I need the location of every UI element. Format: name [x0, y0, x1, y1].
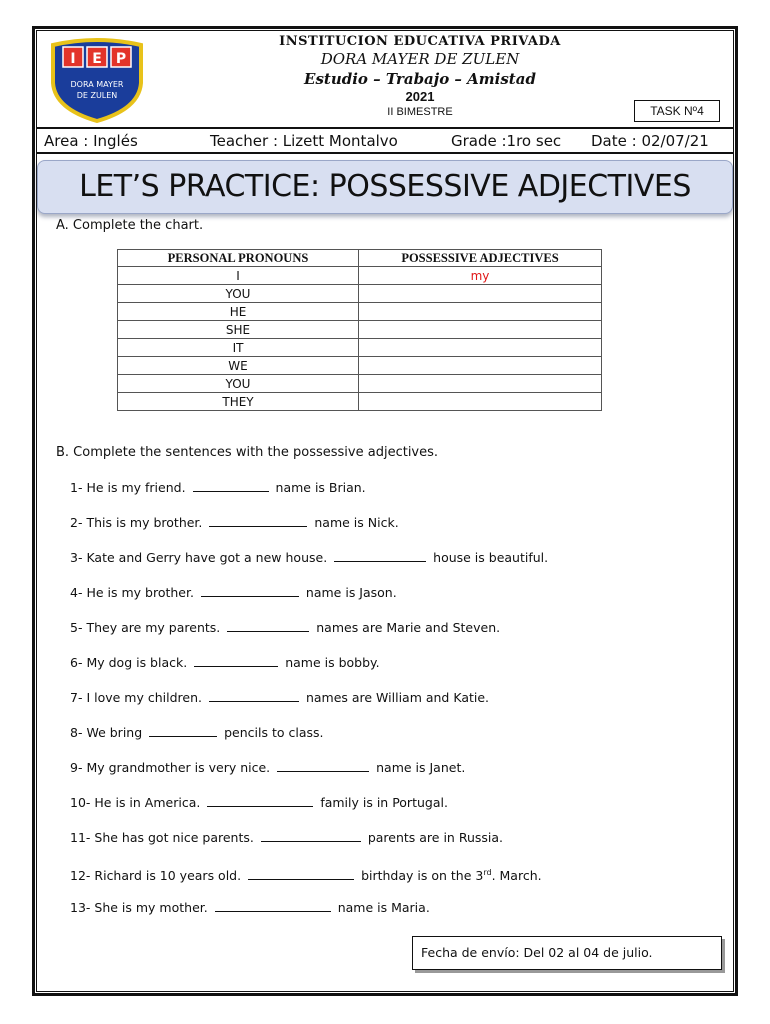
- sentence-number: 1-: [70, 480, 83, 495]
- area-label: Area : Inglés: [44, 132, 138, 150]
- sentence-end: name is Maria.: [337, 900, 430, 915]
- adjective-answer-cell[interactable]: [359, 339, 602, 357]
- chart-row: [118, 285, 602, 303]
- sentence-item: [70, 793, 548, 828]
- answer-blank[interactable]: [277, 759, 369, 772]
- ordinal-suffix: rd: [483, 868, 492, 877]
- sentence-end: name is Janet.: [376, 760, 466, 775]
- sentence-end: family is in Portugal.: [320, 795, 448, 810]
- logo-initial: P: [115, 51, 127, 67]
- sentence-item: [70, 898, 548, 933]
- logo-initial: E: [92, 51, 102, 67]
- sentence-end: birthday is on the 3: [361, 868, 484, 884]
- chart-header-pronouns: PERSONAL PRONOUNS: [118, 250, 359, 267]
- logo-text: DORA MAYER: [70, 80, 124, 89]
- sentence-number: 4-: [70, 585, 83, 600]
- answer-blank[interactable]: [334, 549, 426, 562]
- answer-blank[interactable]: [149, 724, 217, 737]
- answer-blank[interactable]: [227, 619, 309, 632]
- sentence-number: 7-: [70, 690, 83, 705]
- section-b-heading: B. Complete the sentences with the possessive adjectives.: [56, 445, 439, 460]
- sentence-start: He is in America.: [94, 795, 201, 810]
- answer-blank[interactable]: [261, 829, 361, 842]
- sentence-end: pencils to class.: [224, 725, 324, 740]
- sentence-end: name is Brian.: [275, 480, 366, 495]
- teacher-label: Teacher : Lizett Montalvo: [210, 132, 398, 150]
- chart-row: [118, 375, 602, 393]
- sentence-number: 5-: [70, 620, 83, 635]
- sentence-start: They are my parents.: [86, 620, 221, 635]
- logo-initial: I: [70, 51, 76, 67]
- sentence-number: 10-: [70, 795, 91, 810]
- sentence-start: I love my children.: [86, 690, 202, 705]
- sentence-start: He is my friend.: [86, 480, 186, 495]
- answer-blank[interactable]: [209, 689, 299, 702]
- sentence-number: 3-: [70, 550, 83, 565]
- adjective-answer-cell[interactable]: [359, 357, 602, 375]
- sentence-start: Kate and Gerry have got a new house.: [86, 550, 328, 565]
- chart-row: [118, 303, 602, 321]
- chart-row: [118, 339, 602, 357]
- sentence-end: names are William and Katie.: [305, 690, 490, 705]
- adjective-answer-cell[interactable]: [359, 393, 602, 411]
- sentence-number: 11-: [70, 830, 91, 845]
- chart-row: [118, 321, 602, 339]
- sentence-end: parents are in Russia.: [367, 830, 504, 845]
- grade-label: Grade :1ro sec: [451, 132, 562, 150]
- sentence-number: 9-: [70, 760, 83, 775]
- worksheet-title: LET’S PRACTICE: POSSESSIVE ADJECTIVES: [79, 169, 691, 204]
- sentence-start: Richard is 10 years old.: [94, 868, 242, 884]
- sentence-number: 13-: [70, 900, 91, 915]
- sentence-number: 2-: [70, 515, 83, 530]
- sentence-start: We bring: [86, 725, 143, 740]
- school-term: II BIMESTRE: [387, 106, 453, 118]
- sentence-end-tail: . March.: [491, 868, 542, 884]
- answer-blank[interactable]: [201, 584, 299, 597]
- adjective-answer-cell[interactable]: [359, 375, 602, 393]
- sentence-number: 12-: [70, 868, 91, 884]
- school-motto: Estudio – Trabajo – Amistad: [304, 70, 536, 88]
- answer-blank[interactable]: [193, 479, 269, 492]
- pronoun-cell: YOU: [118, 285, 359, 303]
- chart-row: [118, 267, 602, 285]
- info-bar: [36, 127, 734, 154]
- answer-blank[interactable]: [194, 654, 278, 667]
- pronoun-chart: [117, 249, 602, 411]
- pronoun-cell: I: [118, 267, 359, 285]
- adjective-answer-cell[interactable]: [359, 321, 602, 339]
- pronoun-cell: WE: [118, 357, 359, 375]
- sentence-end: house is beautiful.: [433, 550, 549, 565]
- chart-row: [118, 357, 602, 375]
- adjective-answer-cell[interactable]: [359, 285, 602, 303]
- pronoun-cell: IT: [118, 339, 359, 357]
- sentence-start: She has got nice parents.: [94, 830, 254, 845]
- answer-blank[interactable]: [209, 514, 307, 527]
- answer-blank[interactable]: [215, 899, 331, 912]
- task-number-box: TASK Nº4: [634, 100, 720, 122]
- sentence-end: name is Jason.: [305, 585, 397, 600]
- sentence-start: My dog is black.: [86, 655, 188, 670]
- school-year: 2021: [405, 89, 435, 104]
- sentence-item: [70, 583, 548, 618]
- sentence-end: name is Nick.: [314, 515, 399, 530]
- sentence-item: [70, 688, 548, 723]
- school-logo: [45, 37, 149, 123]
- answer-blank[interactable]: [207, 794, 313, 807]
- school-name: DORA MAYER DE ZULEN: [320, 50, 520, 68]
- chart-header-row: [118, 250, 602, 267]
- sentence-number: 6-: [70, 655, 83, 670]
- sentence-start: This is my brother.: [86, 515, 203, 530]
- sentence-end: names are Marie and Steven.: [316, 620, 501, 635]
- section-a-heading: A. Complete the chart.: [56, 218, 204, 233]
- sentence-start: She is my mother.: [94, 900, 208, 915]
- submission-date-box: Fecha de envío: Del 02 al 04 de julio.: [412, 936, 722, 970]
- pronoun-cell: THEY: [118, 393, 359, 411]
- sentence-list: [70, 478, 548, 933]
- institution-name: INSTITUCION EDUCATIVA PRIVADA: [279, 34, 561, 49]
- sentence-item: [70, 548, 548, 583]
- pronoun-cell: YOU: [118, 375, 359, 393]
- sentence-item: [70, 618, 548, 653]
- chart-header-adjectives: POSSESSIVE ADJECTIVES: [359, 250, 602, 267]
- pronoun-cell: SHE: [118, 321, 359, 339]
- sentence-start: My grandmother is very nice.: [86, 760, 271, 775]
- adjective-answer-cell[interactable]: [359, 303, 602, 321]
- sentence-item: [70, 478, 548, 513]
- sentence-item: [70, 653, 548, 688]
- sentence-item: [70, 513, 548, 548]
- title-banner: [37, 160, 733, 214]
- sentence-item: [70, 863, 548, 898]
- sentence-start: He is my brother.: [86, 585, 194, 600]
- pronoun-cell: HE: [118, 303, 359, 321]
- adjective-answer-cell[interactable]: my: [359, 267, 602, 285]
- school-heading: [200, 34, 640, 119]
- date-label: Date : 02/07/21: [591, 132, 709, 150]
- sentence-item: [70, 723, 548, 758]
- answer-blank[interactable]: [248, 867, 354, 880]
- sentence-number: 8-: [70, 725, 83, 740]
- logo-text: DE ZULEN: [76, 91, 118, 100]
- chart-row: [118, 393, 602, 411]
- sentence-end: name is bobby.: [285, 655, 380, 670]
- sentence-item: [70, 758, 548, 793]
- sentence-item: [70, 828, 548, 863]
